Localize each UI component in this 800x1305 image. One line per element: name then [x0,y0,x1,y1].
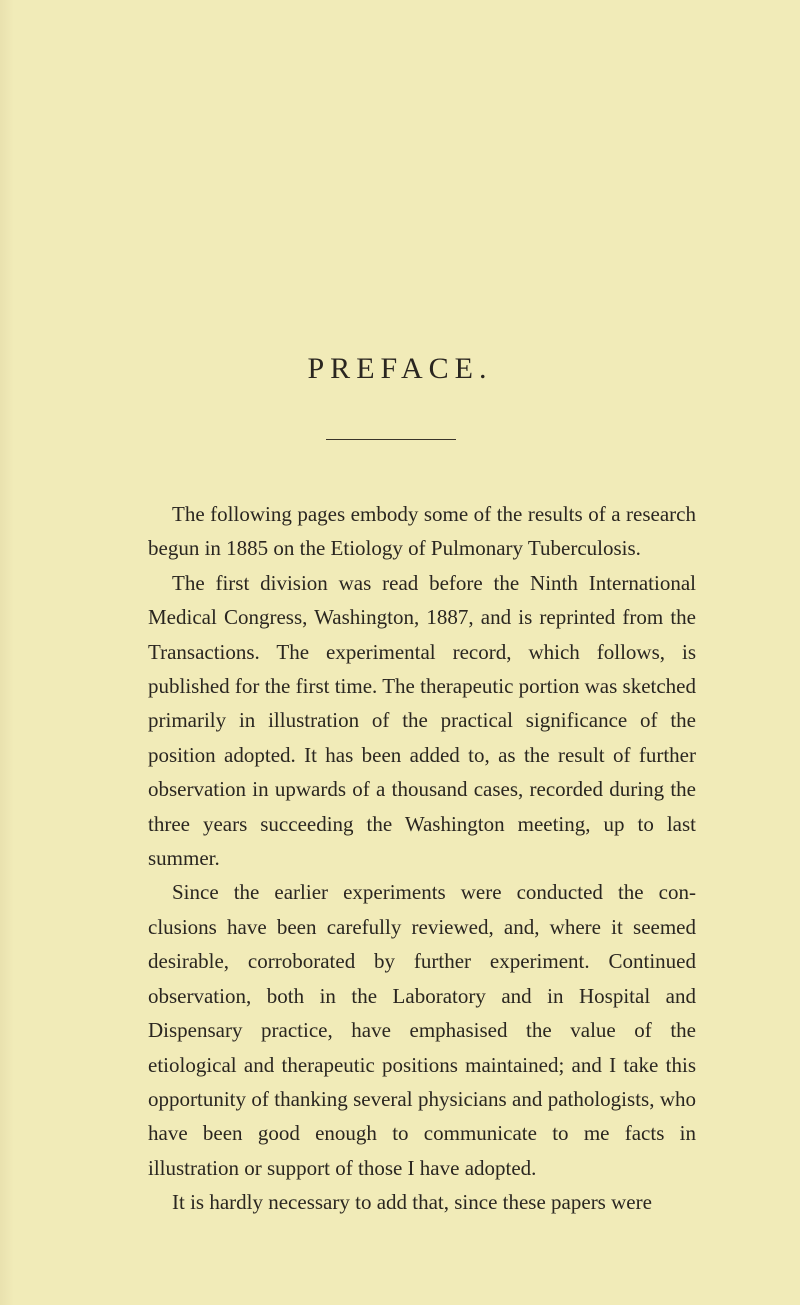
title-divider [326,439,456,440]
paragraph-3: Since the earlier experiments were conducted the con-clusions have been carefully reviewed, and, where it seemed desirable, corroborated by further experiment. Continued observation, both in the Laboratory and in Hospital and Dispensary practice, have emphasised the value of the etiological and therapeutic positions maintained; and I take this opportunity of thanking several physicians and pathologists, who have been good enough to communicate to me facts in illustration or support of those I have adopted. [148,880,696,1180]
paragraph-1: The following pages embody some of the results of a research begun in 1885 on the Etiology of Pulmonary Tuberculosis. [148,502,696,561]
paragraph-2: The first division was read before the Ninth International Medical Congress, Washington, 1887, and is reprinted from the Transactions. The experimental record, which follows, is published for the first time. The therapeutic portion was sketched primarily in illustration of the practical significance of the position adopted. It has been added to, as the result of further observation in upwards of a thousand cases, recorded during the three years succeeding the Washington meeting, up to last summer. [148,570,696,871]
body-text [148,497,696,1220]
paragraph-4: It is hardly necessary to add that, since these papers were [172,1190,652,1215]
page-title: PREFACE. [307,352,493,385]
